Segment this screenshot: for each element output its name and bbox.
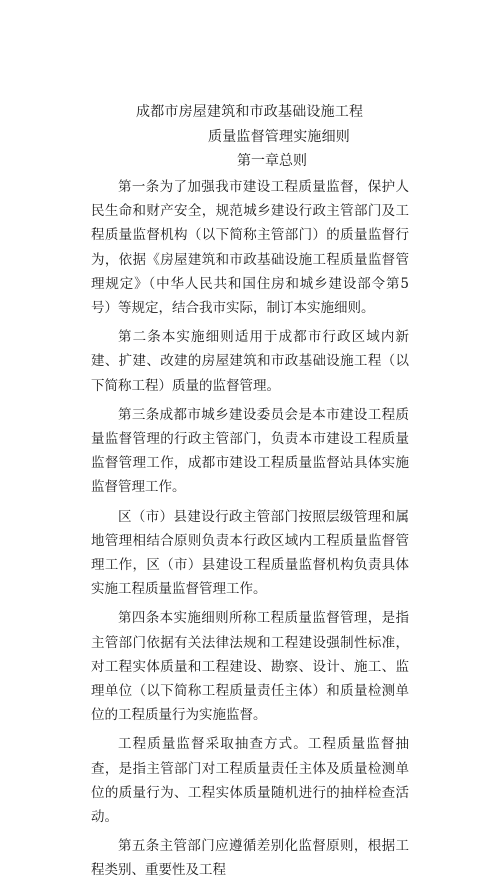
- document-body: [91, 175, 409, 888]
- article-4-paragraph: 第四条本实施细则所称工程质量监督管理，是指主管部门依据有关法律法规和工程建设强制性标准，对工程实体质量和工程建设、勘察、设计、施工、监理单位（以下简称工程质量责任主体）和质量检测单位的工程质量行为实施监督。: [91, 610, 409, 724]
- chapter-heading: 第一章总则: [237, 153, 307, 169]
- document-title: 成都市房屋建筑和市政基础设施工程: [136, 104, 364, 120]
- article-5-paragraph: 第五条主管部门应遵循差别化监督原则，根据工程类别、重要性及工程: [91, 838, 409, 879]
- article-3-paragraph: 第三条成都市城乡建设委员会是本市建设工程质量监督管理的行政主管部门，负责本市建设工程质量监督管理工作，成都市建设工程质量监督站具体实施监督管理工作。: [91, 406, 409, 496]
- article-3-sub-paragraph: 区（市）县建设行政主管部门按照层级管理和属地管理相结合原则负责本行政区域内工程质量监督管理工作，区（市）县建设工程质量监督机构负责具体实施工程质量监督管理工作。: [91, 508, 409, 598]
- article-2-paragraph: 第二条本实施细则适用于成都市行政区域内新建、扩建、改建的房屋建筑和市政基础设施工程（以下简称工程）质量的监督管理。: [91, 329, 409, 394]
- article-1-paragraph: 第一条为了加强我市建设工程质量监督，保护人民生命和财产安全，规范城乡建设行政主管部门及工程质量监督机构（以下简称主管部门）的质量监督行为，依据《房屋建筑和市政基础设施工程质量监督管理规定》（中华人民共和国住房和城乡建设部令第5号）等规定，结合我市实际，制订本实施细则。: [91, 179, 409, 317]
- article-4-sub-paragraph: 工程质量监督采取抽查方式。工程质量监督抽查，是指主管部门对工程质量责任主体及质量检测单位的质量行为、工程实体质量随机进行的抽样检查活动。: [91, 736, 409, 826]
- document-subtitle: 质量监督管理实施细则: [208, 129, 350, 145]
